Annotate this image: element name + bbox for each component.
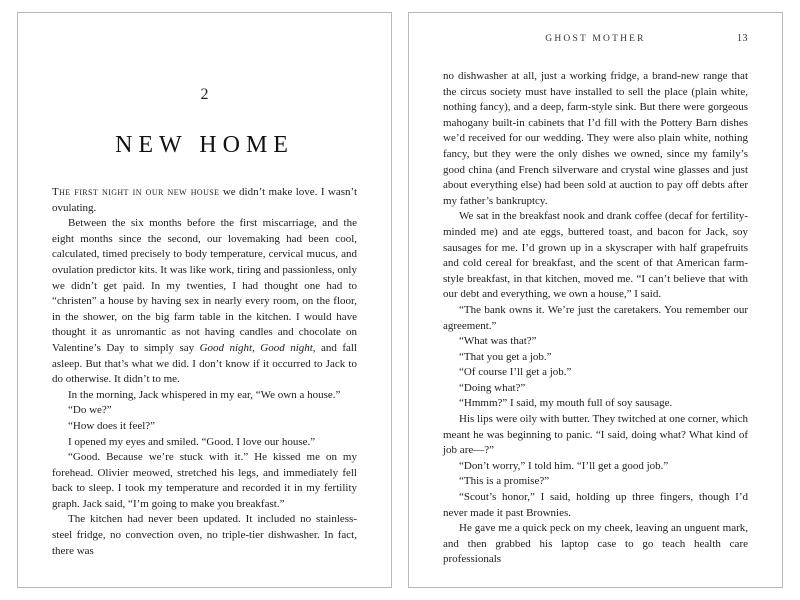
paragraph (443, 209, 748, 303)
text-segment-normal: “Scout’s honor,” I said, holding up three fingers, though I’d never made it past Brownies. (443, 491, 748, 519)
text-segment-normal: “The bank owns it. We’re just the caretakers. You remember our agreement.” (443, 303, 748, 332)
text-segment-normal: “This is a promise?” (459, 475, 550, 488)
paragraph (443, 396, 748, 412)
text-segment-normal: He gave me a quick peck on my cheek, leaving an unguent mark, and then grabbed his laptop case to go teach health care professionals (443, 522, 748, 566)
paragraph (443, 381, 748, 397)
paragraph (443, 350, 748, 366)
text-segment-normal: In the morning, Jack whispered in my ear, “We own a house.” (68, 388, 341, 401)
text-segment-normal: I opened my eyes and smiled. “Good. I love our house.” (68, 435, 316, 448)
text-segment-normal: We sat in the breakfast nook and drank coffee (decaf for fertility-minded me) and ate eggs, buttered toast, and bacon for Jack, soy sausages for me. I’d grown up in a skyscraper with half grapefruits and cold cereal for breakfast, and the scent of that American farm-style breakfast, in that kitchen, moved me. “I can’t believe that with our debt and everything, we own a house,” I said. (443, 210, 748, 301)
paragraph (52, 512, 357, 559)
text-segment-normal: “Good. Because we’re stuck with it.” He kissed me on my forehead. Olivier meowed, stretched his legs, and immediately fell back to sleep. I took my temperature and recorded it in my fertility graph. Jack said, “I’m going to make you breakfast.” (52, 451, 357, 510)
text-segment-normal: and fall asleep. But that’s what we did. I don’t know if it occurred to Jack to do otherwise. It didn’t to me. (52, 341, 357, 386)
paragraph (443, 474, 748, 490)
text-segment-normal: “Doing what?” (459, 381, 526, 394)
paragraph (52, 450, 357, 512)
paragraph (52, 435, 357, 451)
page-number: 13 (737, 33, 748, 44)
paragraph (443, 490, 748, 521)
running-header-title: GHOST MOTHER (545, 34, 646, 44)
paragraph (443, 521, 748, 568)
text-segment-normal: we didn’t make love. I wasn’t ovulating. (52, 186, 357, 214)
paragraph (52, 185, 357, 216)
text-segment-normal: “Of course I’ll get a job.” (459, 366, 572, 379)
paragraph (443, 303, 748, 334)
running-header (443, 33, 748, 45)
text-segment-normal: “Don’t worry,” I told him. “I’ll get a good job.” (459, 459, 669, 472)
text-segment-smallcaps: The first night in our new house (52, 186, 220, 198)
text-segment-normal: His lips were oily with butter. They twitched at one corner, which meant he was beginning to panic. “I said, doing what? What kind of job are—?” (443, 413, 748, 457)
text-segment-normal: The kitchen had never been updated. It included no stainless-steel fridge, no convection oven, no triple-tier dishwasher. In fact, there was (52, 513, 357, 557)
right-page (408, 12, 783, 588)
text-segment-normal: “How does it feel?” (68, 419, 156, 432)
paragraph (52, 216, 357, 388)
text-segment-normal: “Hmmm?” I said, my mouth full of soy sausage. (459, 397, 673, 410)
right-page-body (443, 69, 748, 568)
left-page (17, 12, 392, 588)
text-segment-normal: “What was that?” (459, 335, 537, 348)
chapter-number: 2 (200, 86, 209, 103)
left-page-body (52, 185, 357, 559)
chapter-title: NEW HOME (115, 132, 294, 158)
paragraph (52, 403, 357, 419)
text-segment-italic: Good night, Good night, (199, 341, 316, 354)
text-segment-normal: no dishwasher at all, just a working fridge, a brand-new range that the circus society must have installed to sell the place (plain white, nothing fancy), and a deep, farm-style sink. But there were gorgeous mahogany built-in cabinets that I’d fill with the Pottery Barn dishes we’d received for our wedding. They were also plain white, nothing fancy, but they were the only dishes we owned, since my family’s good china (and French silverware and crystal wine glasses and just about everything else) had been sold at auction to pay off debts after my father’s bankruptcy. (443, 70, 748, 207)
paragraph (52, 419, 357, 435)
paragraph (443, 365, 748, 381)
text-segment-normal: “That you get a job.” (459, 350, 552, 363)
paragraph (52, 388, 357, 404)
paragraph (443, 334, 748, 350)
text-segment-normal: “Do we?” (68, 404, 112, 417)
paragraph (443, 69, 748, 209)
paragraph (443, 459, 748, 475)
paragraph (443, 412, 748, 459)
text-segment-normal: Between the six months before the first miscarriage, and the eight months since the second, our lovemaking had been cool, calculated, timed precisely to body temperature, cervical mucus, and ovulation predictor kits. It was like work, tiring and passionless, only we didn’t get paid. In my twenties, I had thought one had to “christen” a house by having sex in nearly every room, on the floor, in the shower, on the big farm table in the kitchen. I would have thought it as unromantic as not having candles and chocolate on Valentine’s Day to simply say (52, 217, 357, 354)
